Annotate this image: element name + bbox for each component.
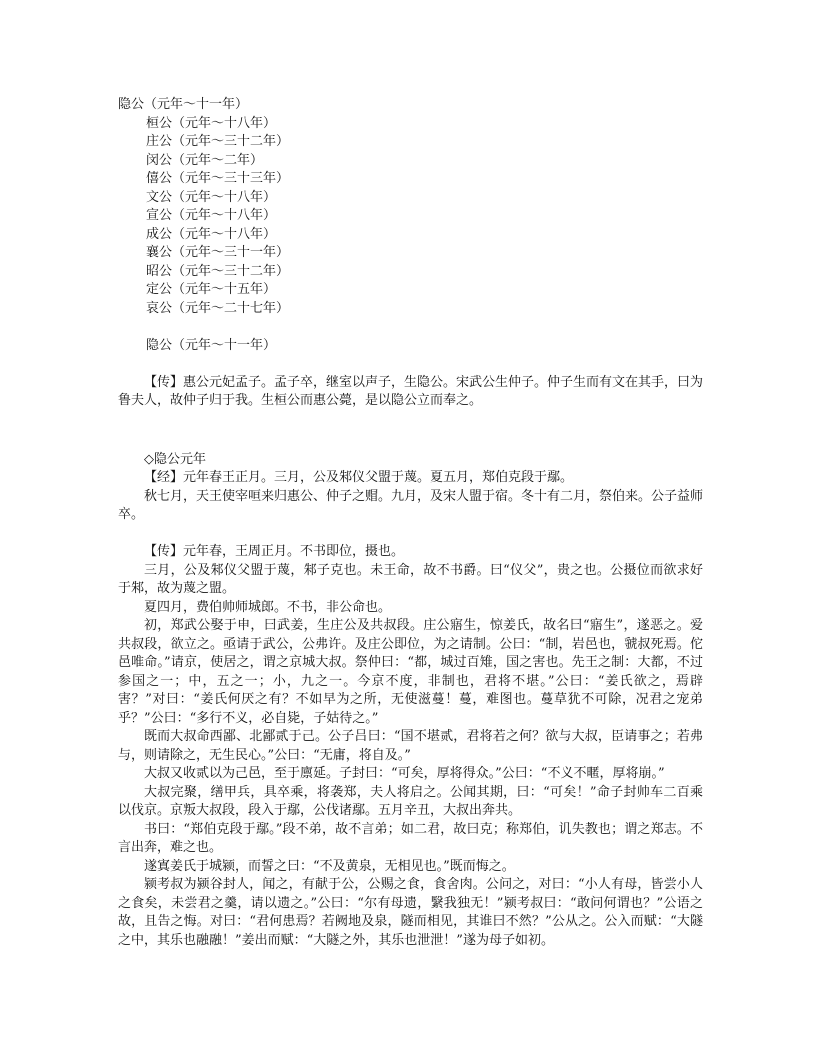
jing-paragraph: 【经】元年春王正月。三月，公及邾仪父盟于蔑。夏五月，郑伯克段于鄢。 (144, 470, 574, 485)
zhuan-paragraph: 【传】元年春，王周正月。不书即位，摄也。 (144, 544, 405, 559)
intro-paragraph: 【传】惠公元妃孟子。孟子卒，继室以声子，生隐公。宋武公生仲子。仲子生而有文在其手，曰为鲁夫人，故仲子归于我。生桓公而惠公薨，是以隐公立而奉之。 (118, 374, 704, 408)
zhuan-paragraph: 大叔完聚，缮甲兵，具卒乘，将袭郑，夫人将启之。公闻其期，曰：“可矣！”命子封帅车二百乘以伐京。京叛大叔段，段入于鄢，公伐诸鄢。五月辛丑，大叔出奔共。 (118, 784, 703, 818)
year-heading: ◇隐公元年 (144, 451, 206, 467)
zhuan-paragraph: 既而大叔命西鄙、北鄙贰于己。公子吕曰：“国不堪贰，君将若之何？欲与大叔，臣请事之；若弗与，则请除之，无生民心。”公曰：“无庸，将自及。” (118, 729, 703, 763)
table-of-contents (118, 96, 703, 318)
zhuan-paragraph: 夏四月，费伯帅师城郎。不书，非公命也。 (144, 599, 392, 615)
toc-item: 文公（元年～十八年） (146, 189, 277, 205)
toc-item: 成公（元年～十八年） (146, 226, 277, 242)
section-title: 隐公（元年～十一年） (146, 337, 277, 353)
zhuan-paragraph: 初，郑武公娶于申，曰武姜，生庄公及共叔段。庄公寤生，惊姜氏，故名曰“寤生”，遂恶之。爱共叔段，欲立之。亟请于武公，公弗许。及庄公即位，为之请制。公曰：“制，岩邑也，虢叔死焉。佗邑唯命。”请京，使居之，谓之京城大叔。祭仲曰：“都，城过百雉，国之害也。先王之制：大都，不过参国之一；中，五之一；小，九之一。今京不度，非制也，君将不堪。”公曰：“姜氏欲之，焉辟害？”对曰：“姜氏何厌之有？不如早为之所，无使滋蔓！蔓，难图也。蔓草犹不可除，况君之宠弟乎？”公曰：“多行不义，必自毙，子姑待之。” (118, 618, 703, 726)
toc-item: 桓公（元年～十八年） (146, 115, 277, 131)
zhuan-paragraph: 书曰：“郑伯克段于鄢。”段不弟，故不言弟；如二君，故曰克；称郑伯，讥失教也；谓之郑志。不言出奔，难之也。 (118, 821, 703, 855)
document-page (118, 96, 703, 950)
toc-item: 哀公（元年～二十七年） (146, 300, 290, 316)
toc-item: 闵公（元年～二年） (146, 152, 264, 168)
zhuan-paragraph: 遂寘姜氏于城颍，而誓之曰：“不及黄泉，无相见也。”既而悔之。 (144, 858, 515, 874)
toc-item: 昭公（元年～三十二年） (146, 263, 290, 279)
zhuan-paragraph: 三月，公及邾仪父盟于蔑，邾子克也。未王命，故不书爵。曰“仪父”，贵之也。公摄位而欲求好于邾，故为蔑之盟。 (118, 562, 703, 596)
toc-item: 定公（元年～十五年） (146, 282, 277, 297)
jing-paragraph: 秋七月，天王使宰咺来归惠公、仲子之赗。九月，及宋人盟于宿。冬十有二月，祭伯来。公子益师卒。 (118, 488, 704, 522)
toc-item: 庄公（元年～三十二年） (146, 134, 290, 149)
zhuan-paragraph: 颍考叔为颍谷封人，闻之，有献于公，公赐之食，食舍肉。公问之，对曰：“小人有母，皆尝小人之食矣，未尝君之羹，请以遗之。”公曰：“尔有母遗，繄我独无！”颍考叔曰：“敢问何谓也？”公语之故，且告之悔。对曰：“君何患焉？若阙地及泉，隧而相见，其谁曰不然？”公从之。公入而赋：“大隧之中，其乐也融融！”姜出而赋：“大隧之外，其乐也泄泄！”遂为母子如初。 (118, 877, 703, 948)
toc-item: 宣公（元年～十八年） (146, 208, 277, 223)
toc-item: 隐公（元年～十一年） (118, 97, 249, 112)
toc-item: 襄公（元年～三十一年） (146, 245, 290, 260)
zhuan-paragraph: 大叔又收贰以为己邑，至于廪延。子封曰：“可矣，厚将得众。”公曰：“不义不暱，厚将崩。” (144, 766, 665, 781)
toc-item: 僖公（元年～三十三年） (146, 171, 290, 186)
